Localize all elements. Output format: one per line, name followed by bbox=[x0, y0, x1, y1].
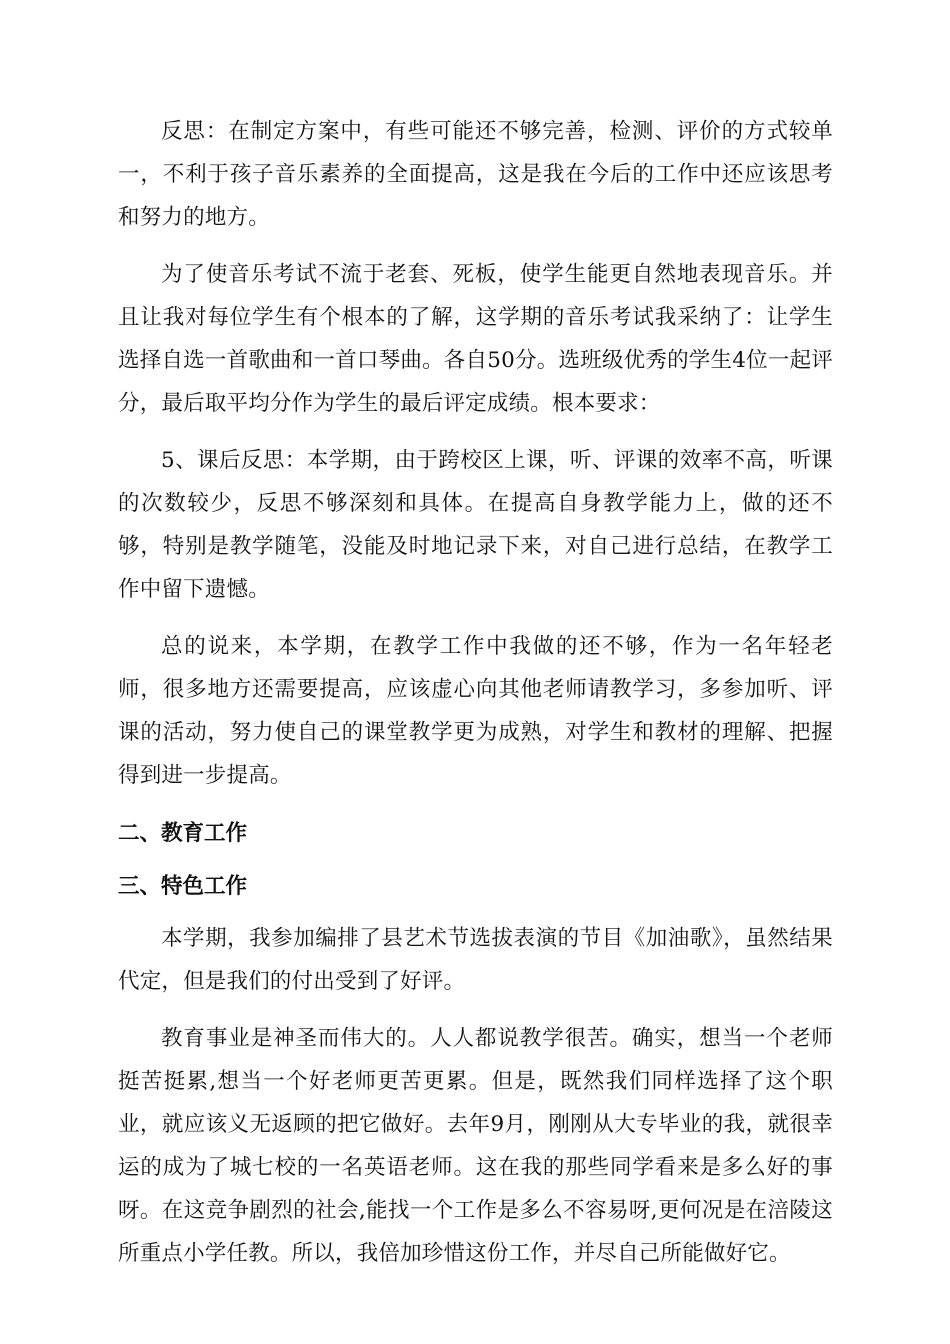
paragraph-after-class-reflection: 5、课后反思：本学期，由于跨校区上课，听、评课的效率不高，听课的次数较少，反思不够深刻和具体。在提高自身教学能力上，做的还不够，特别是教学随笔，没能及时地记录下来，对自己进行总结，在教学工作中留下遗憾。 bbox=[118, 448, 833, 602]
paragraph-education-career: 教育事业是神圣而伟大的。人人都说教学很苦。确实，想当一个老师挺苦挺累,想当一个好老师更苦更累。但是，既然我们同样选择了这个职业，就应该义无返顾的把它做好。去年9月，刚刚从大专毕业的我，就很幸运的成为了城七校的一名英语老师。这在我的那些同学看来是多么好的事呀。在这竞争剧烈的社会,能找一个工作是多么不容易呀,更何况是在涪陵这所重点小学任教。所以，我倍加珍惜这份工作，并尽自己所能做好它。 bbox=[118, 1026, 833, 1266]
paragraph-summary: 总的说来，本学期，在教学工作中我做的还不够，作为一名年轻老师，很多地方还需要提高，应该虚心向其他老师请教学习，多参加听、评课的活动，努力使自己的课堂教学更为成熟，对学生和教材的理解、把握得到进一步提高。 bbox=[118, 634, 833, 788]
paragraph-reflection: 反思：在制定方案中，有些可能还不够完善，检测、评价的方式较单一，不利于孩子音乐素养的全面提高，这是我在今后的工作中还应该思考和努力的地方。 bbox=[118, 119, 833, 230]
paragraph-art-festival: 本学期，我参加编排了县艺术节选拔表演的节目《加油歌》，虽然结果代定，但是我们的付出受到了好评。 bbox=[118, 926, 833, 994]
document-page bbox=[118, 110, 833, 1289]
heading-education-work: 二、教育工作 bbox=[118, 821, 248, 846]
heading-special-work: 三、特色工作 bbox=[118, 874, 248, 899]
paragraph-music-exam: 为了使音乐考试不流于老套、死板，使学生能更自然地表现音乐。并且让我对每位学生有个根本的了解，这学期的音乐考试我采纳了：让学生选择自选一首歌曲和一首口琴曲。各自50分。选班级优秀的学生4位一起评分，最后取平均分作为学生的最后评定成绩。根本要求： bbox=[118, 262, 833, 416]
